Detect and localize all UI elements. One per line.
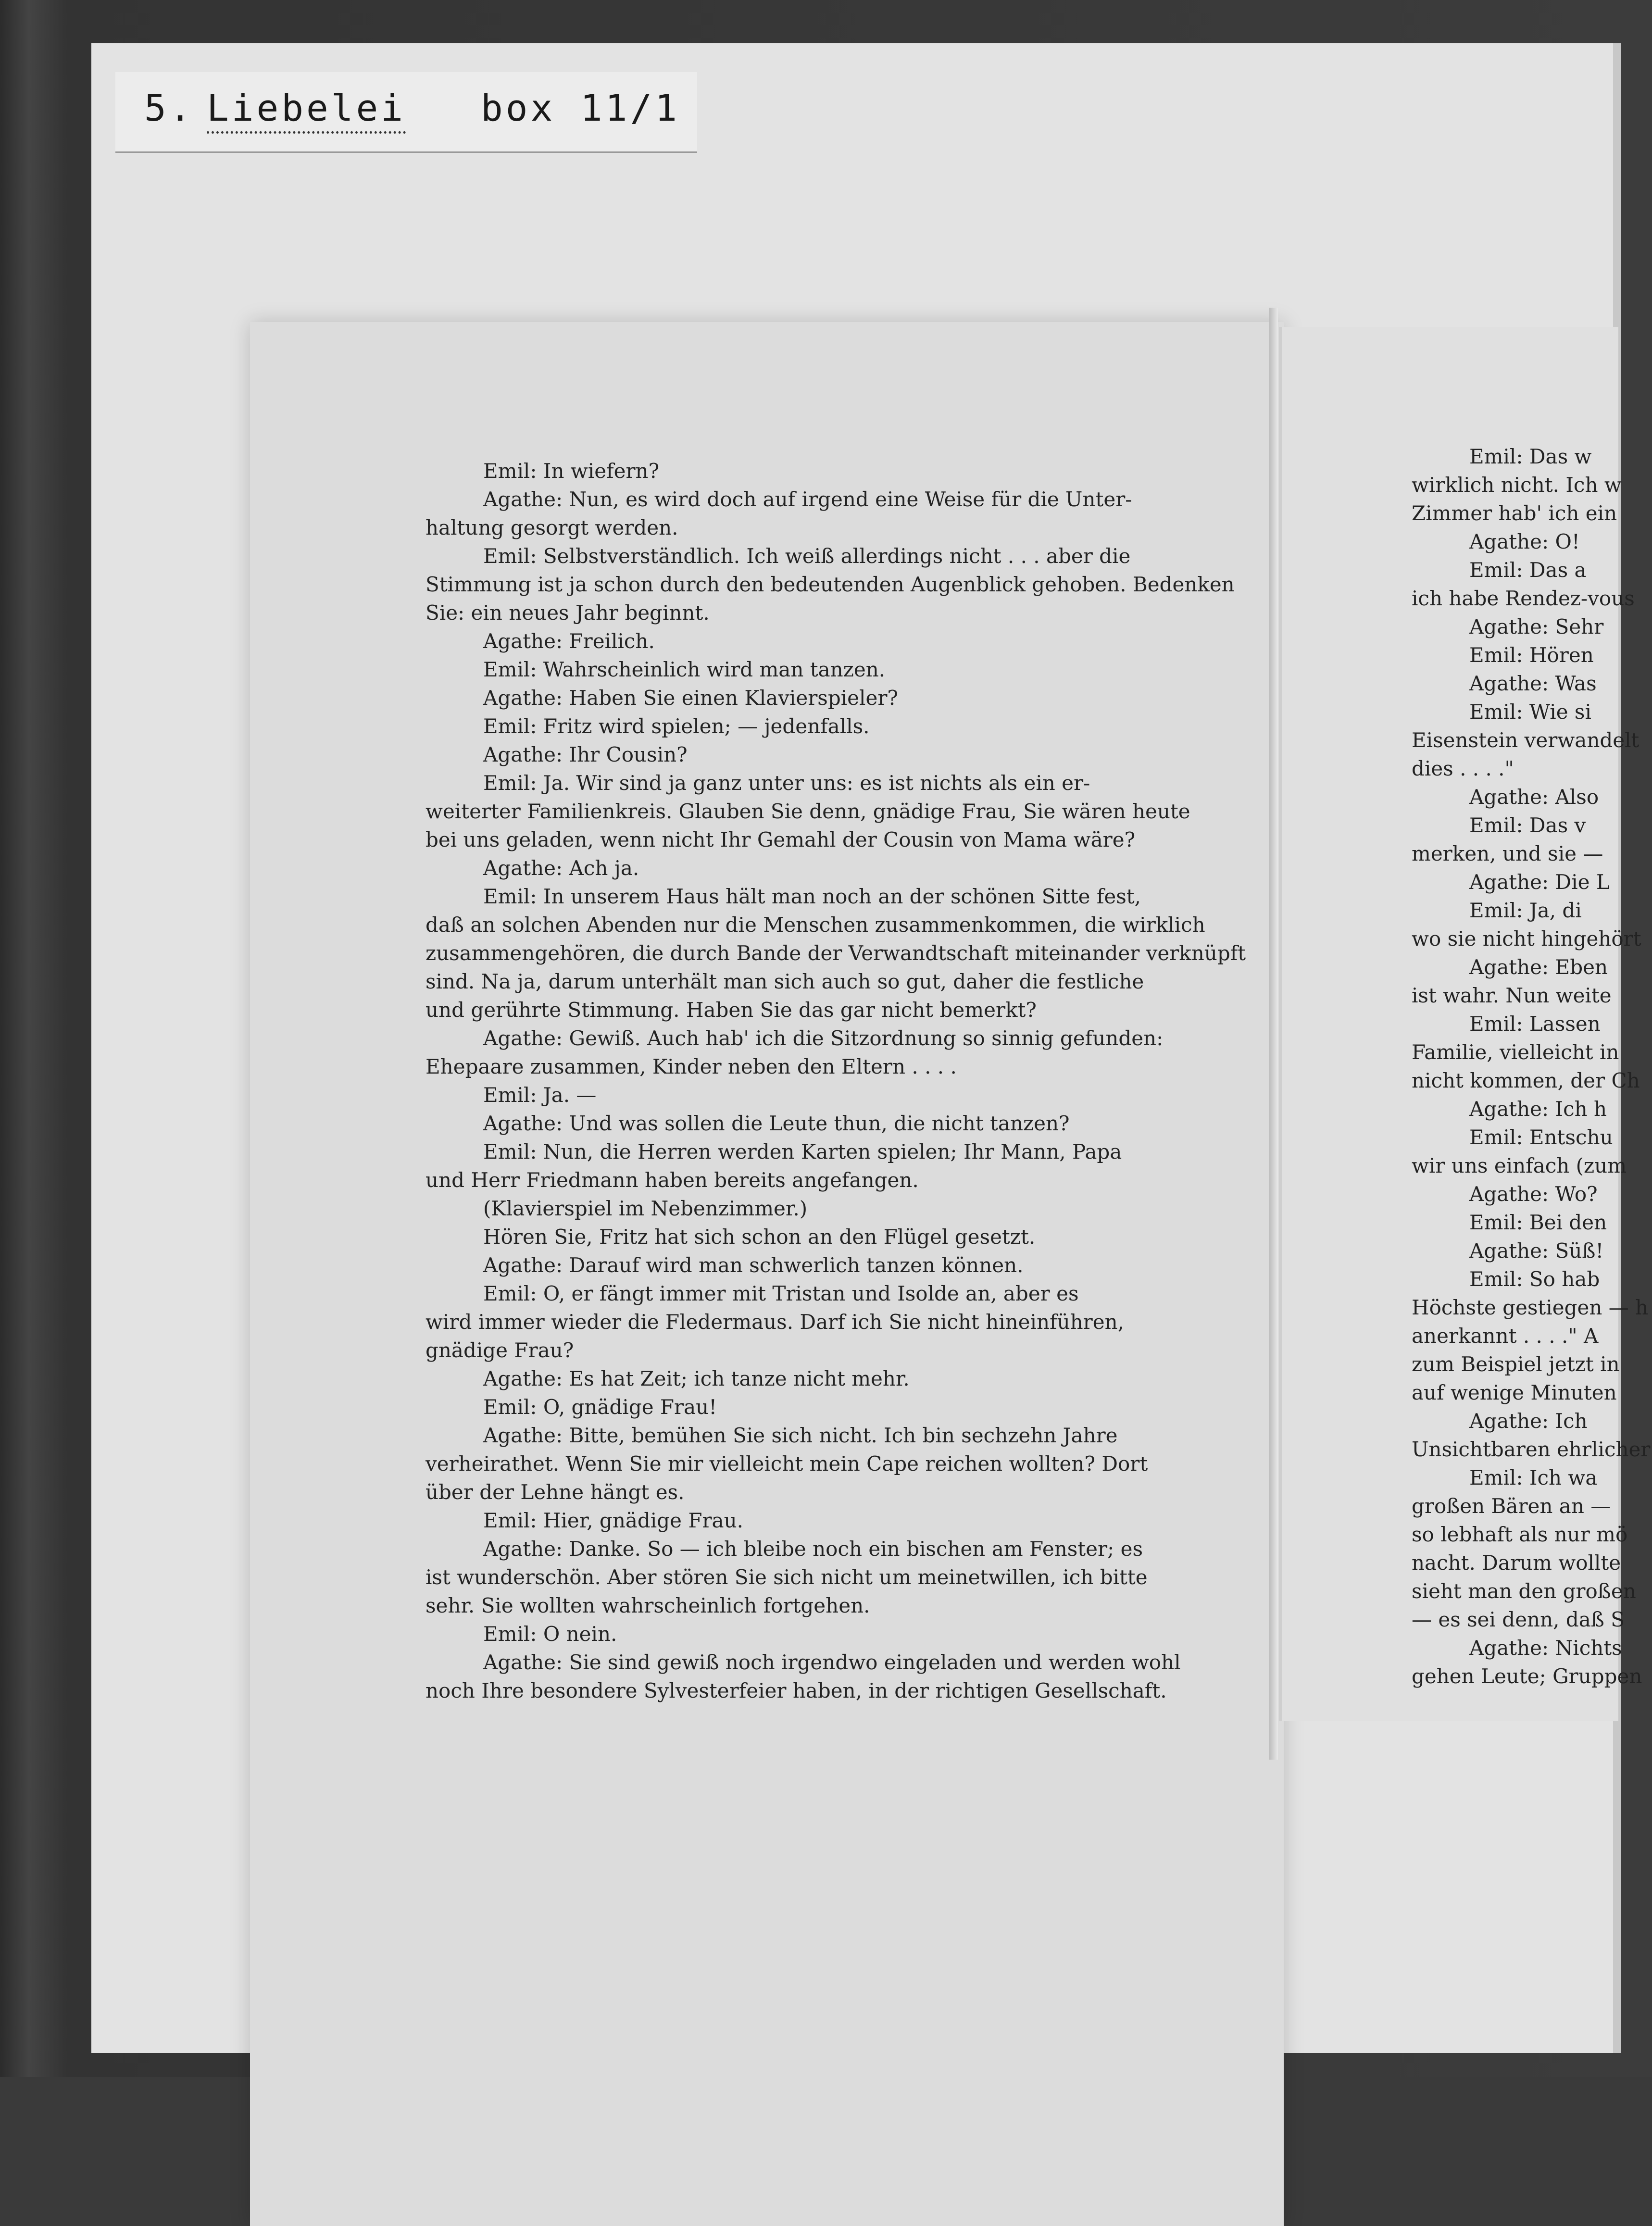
text-line: zum Beispiel jetzt in	[1412, 1352, 1620, 1376]
text-line: ist wunderschön. Aber stören Sie sich nicht um meinetwillen, ich bitte	[426, 1565, 1148, 1589]
text-line: verheirathet. Wenn Sie mir vielleicht mein Cape reichen wollten? Dort	[426, 1452, 1148, 1476]
text-line: weiterter Familienkreis. Glauben Sie denn, gnädige Frau, Sie wären heute	[426, 800, 1190, 823]
text-line: Familie, vielleicht in	[1412, 1040, 1619, 1064]
text-line: Agathe: Sie sind gewiß noch irgendwo eingeladen und werden wohl	[483, 1651, 1181, 1674]
text-line: merken, und sie —	[1412, 842, 1603, 865]
text-line: Agathe: Gewiß. Auch hab' ich die Sitzordnung so sinnig gefunden:	[483, 1026, 1164, 1050]
label-number: 5.	[144, 87, 194, 129]
text-line: Emil: Hier, gnädige Frau.	[483, 1509, 743, 1532]
text-line: Ehepaare zusammen, Kinder neben den Eltern . . . .	[426, 1055, 957, 1078]
text-line: wirklich nicht. Ich w	[1412, 473, 1622, 497]
text-line: Emil: Ja. Wir sind ja ganz unter uns: es ist nichts als ein er-	[483, 771, 1090, 795]
text-line: wird immer wieder die Fledermaus. Darf ich Sie nicht hineinführen,	[426, 1310, 1124, 1334]
text-line: großen Bären an —	[1412, 1494, 1611, 1518]
text-line: Agathe: Ich h	[1469, 1097, 1607, 1121]
page-crease	[1269, 308, 1278, 1760]
label-box: box 11/1	[481, 87, 680, 129]
clipping-page-right	[1279, 327, 1651, 1721]
text-line: Agathe: Ach ja.	[483, 856, 639, 880]
archive-label	[115, 72, 697, 153]
text-line: Agathe: Bitte, bemühen Sie sich nicht. Ich bin sechzehn Jahre	[483, 1424, 1118, 1447]
text-line: Agathe: Die L	[1469, 870, 1610, 894]
text-line: Agathe: Danke. So — ich bleibe noch ein bischen am Fenster; es	[483, 1537, 1143, 1561]
text-line: Hören Sie, Fritz hat sich schon an den Flügel gesetzt.	[483, 1225, 1036, 1249]
text-line: Emil: O, er fängt immer mit Tristan und Isolde an, aber es	[483, 1282, 1079, 1305]
text-line: Agathe: Was	[1469, 672, 1597, 695]
text-line: Agathe: Ich	[1469, 1409, 1588, 1433]
text-line: Emil: O, gnädige Frau!	[483, 1395, 717, 1419]
text-line: Emil: Das v	[1469, 813, 1586, 837]
text-line: Emil: Das w	[1469, 445, 1592, 468]
text-line: Sie: ein neues Jahr beginnt.	[426, 601, 710, 625]
text-line: und gerührte Stimmung. Haben Sie das gar nicht bemerkt?	[426, 998, 1037, 1022]
text-line: Emil: Wie si	[1469, 700, 1591, 724]
text-line: ist wahr. Nun weite	[1412, 984, 1612, 1007]
main-text-block	[426, 457, 1246, 1705]
text-line: noch Ihre besondere Sylvesterfeier haben, in der richtigen Gesellschaft.	[426, 1679, 1167, 1702]
text-line: über der Lehne hängt es.	[426, 1480, 685, 1504]
clipping-page-main	[250, 322, 1284, 2226]
text-line: Emil: In wiefern?	[483, 459, 660, 483]
text-line: Emil: Bei den	[1469, 1211, 1607, 1234]
text-line: Agathe: Süß!	[1469, 1239, 1604, 1263]
text-line: sind. Na ja, darum unterhält man sich auch so gut, daher die festliche	[426, 970, 1144, 993]
text-line: nacht. Darum wollte	[1412, 1551, 1621, 1575]
text-line: Stimmung ist ja schon durch den bedeutenden Augenblick gehoben. Bedenken	[426, 573, 1235, 596]
text-line: wo sie nicht hingehört	[1412, 927, 1641, 950]
text-line: Emil: O nein.	[483, 1622, 617, 1646]
text-line: Eisenstein verwandelt	[1412, 728, 1639, 752]
text-line: Emil: Das a	[1469, 558, 1587, 582]
text-line: so lebhaft als nur mö	[1412, 1523, 1628, 1546]
text-line: Agathe: O!	[1469, 530, 1580, 553]
text-line: und Herr Friedmann haben bereits angefangen.	[426, 1168, 919, 1192]
text-line: sehr. Sie wollten wahrscheinlich fortgehen.	[426, 1594, 870, 1617]
text-line: Zimmer hab' ich ein	[1412, 501, 1617, 525]
text-line: zusammengehören, die durch Bande der Verwandtschaft miteinander verknüpft	[426, 941, 1246, 965]
text-line: Agathe: Es hat Zeit; ich tanze nicht mehr.	[483, 1367, 910, 1390]
text-line: Emil: Ja. —	[483, 1083, 597, 1107]
text-line: daß an solchen Abenden nur die Menschen zusammenkommen, die wirklich	[426, 913, 1205, 937]
text-line: — es sei denn, daß S	[1412, 1608, 1625, 1631]
text-line: Emil: Lassen	[1469, 1012, 1601, 1036]
text-line: Emil: So hab	[1469, 1267, 1600, 1291]
text-line: Höchste gestiegen — h	[1412, 1296, 1649, 1319]
text-line: Emil: Ja, di	[1469, 899, 1582, 922]
text-line: Emil: Selbstverständlich. Ich weiß allerdings nicht . . . aber die	[483, 544, 1131, 568]
text-line: Agathe: Also	[1469, 785, 1599, 809]
text-line: Agathe: Haben Sie einen Klavierspieler?	[483, 686, 898, 710]
text-line: gehen Leute; Gruppen	[1412, 1664, 1642, 1688]
text-line: (Klavierspiel im Nebenzimmer.)	[483, 1197, 808, 1220]
text-line: Emil: In unserem Haus hält man noch an der schönen Sitte fest,	[483, 885, 1141, 908]
text-line: bei uns geladen, wenn nicht Ihr Gemahl der Cousin von Mama wäre?	[426, 828, 1136, 851]
text-line: nicht kommen, der Ch	[1412, 1069, 1640, 1092]
text-line: ich habe Rendez-vous	[1412, 587, 1635, 610]
text-line: Agathe: Und was sollen die Leute thun, die nicht tanzen?	[483, 1112, 1070, 1135]
text-line: wir uns einfach (zum	[1412, 1154, 1627, 1177]
text-line: Agathe: Nun, es wird doch auf irgend eine Weise für die Unter-	[483, 488, 1132, 511]
text-line: sieht man den großen	[1412, 1579, 1636, 1603]
text-line: Agathe: Darauf wird man schwerlich tanzen können.	[483, 1253, 1024, 1277]
text-line: Agathe: Eben	[1469, 955, 1608, 979]
right-text-block	[1412, 442, 1651, 1690]
text-line: Agathe: Wo?	[1469, 1182, 1598, 1206]
label-title: Liebelei	[207, 87, 406, 134]
text-line: Agathe: Nichts	[1469, 1636, 1622, 1660]
text-line: Agathe: Ihr Cousin?	[483, 743, 688, 766]
text-line: haltung gesorgt werden.	[426, 516, 678, 539]
text-line: Emil: Ich wa	[1469, 1466, 1598, 1489]
text-line: Agathe: Freilich.	[483, 629, 655, 653]
text-line: dies . . . ."	[1412, 757, 1514, 780]
text-line: Emil: Nun, die Herren werden Karten spielen; Ihr Mann, Papa	[483, 1140, 1122, 1163]
text-line: Emil: Hören	[1469, 643, 1594, 667]
text-line: Unsichtbaren ehrlicher	[1412, 1438, 1651, 1461]
text-line: auf wenige Minuten	[1412, 1381, 1617, 1404]
text-line: Emil: Entschu	[1469, 1126, 1613, 1149]
text-line: gnädige Frau?	[426, 1338, 574, 1362]
text-line: Emil: Fritz wird spielen; — jedenfalls.	[483, 714, 870, 738]
text-line: Emil: Wahrscheinlich wird man tanzen.	[483, 658, 886, 681]
text-line: anerkannt . . . ." A	[1412, 1324, 1599, 1348]
text-line: Agathe: Sehr	[1469, 615, 1604, 638]
